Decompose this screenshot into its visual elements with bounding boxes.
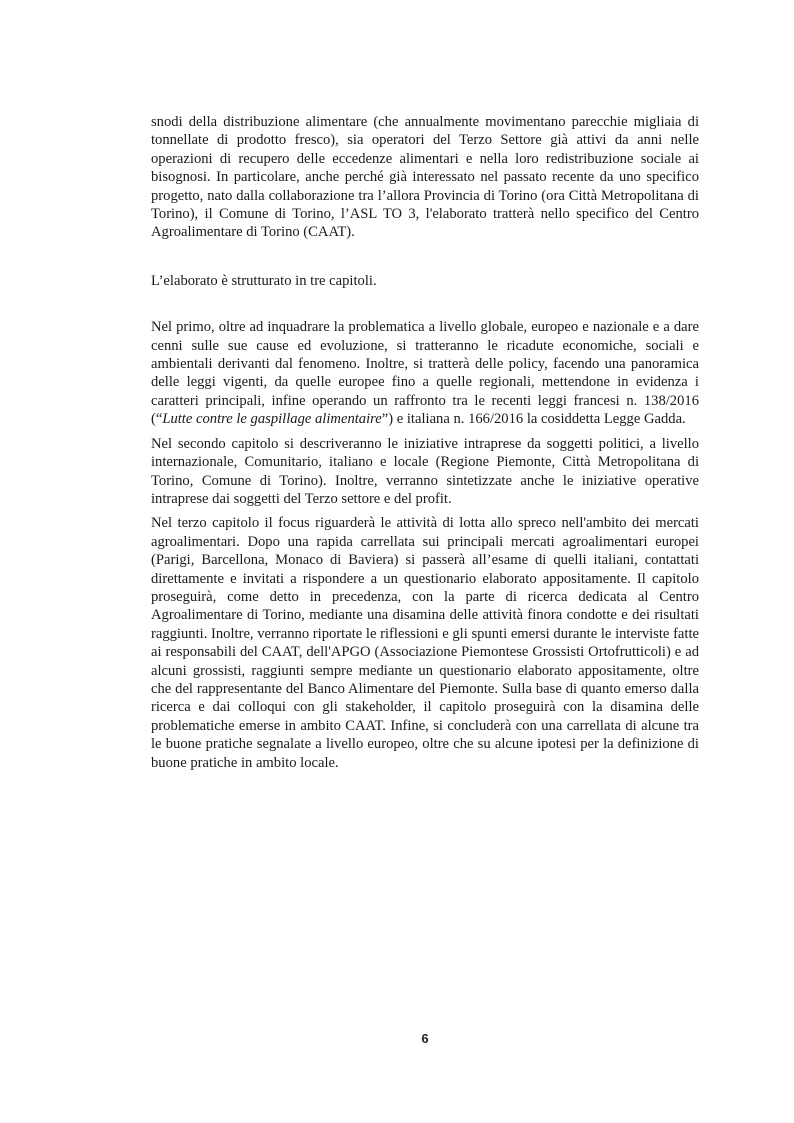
paragraph-chapter-one xyxy=(151,318,699,428)
paragraph-intro-continuation: snodi della distribuzione alimentare (che annualmente movimentano parecchie migliaia di tonnellate di prodotto fresco), sia operatori del Terzo Settore già attivi da anni nelle operazioni di recupero delle eccedenze alimentari e nella loro redistribuzione sociale ai bisognosi. In particolare, anche perché già interessato nel passato recente da uno specifico progetto, nato dalla collaborazione tra l’allora Provincia di Torino (ora Città Metropolitana di Torino), il Comune di Torino, l’ASL TO 3, l'elaborato tratterà nello specifico del Centro Agroalimentare di Torino (CAAT). xyxy=(151,114,699,241)
chapter-one-text-start: Nel primo, oltre ad inquadrare la problematica a livello globale, europeo e nazionale e a dare cenni sulle sue cause ed evoluzione, si tratteranno le ricadute economiche, sociali e ambientali derivanti dal fenomeno. Inoltre, si tratterà delle policy, facendo una panoramica delle leggi vigenti, da quelle europee fino a quelle regionali, mettendone in evidenza i caratteri principali, infine operando un raffronto tra le recenti leggi francesi n. 138/2016 (“ xyxy=(151,319,699,428)
body-text xyxy=(151,113,699,772)
paragraph-structure: L’elaborato è strutturato in tre capitoli. xyxy=(151,272,377,289)
chapter-one-text-end: ”) e italiana n. 166/2016 la cosiddetta Legge Gadda. xyxy=(381,411,686,428)
french-law-title: Lutte contre le gaspillage alimentaire xyxy=(162,411,382,428)
paragraph-chapter-two: Nel secondo capitolo si descriveranno le iniziative intraprese da soggetti politici, a livello internazionale, Comunitario, italiano e locale (Regione Piemonte, Città Metropolitana di Torino, Comune di Torino). Inoltre, verranno sintetizzate anche le iniziative operative intraprese dai soggetti del Terzo settore e del profit. xyxy=(151,435,699,507)
page-number: 6 xyxy=(421,1031,429,1046)
paragraph-chapter-three: Nel terzo capitolo il focus riguarderà le attività di lotta allo spreco nell'ambito dei mercati agroalimentari. Dopo una rapida carrellata sui principali mercati agroalimentari europei (Parigi, Barcellona, Monaco di Baviera) si passerà all’esame di quelli italiani, contattati direttamente e invitati a rispondere a un questionario elaborato appositamente. Il capitolo proseguirà, come detto in precedenza, con la parte di ricerca dedicata al Centro Agroalimentare di Torino, mediante una disamina delle attività finora condotte e dei risultati raggiunti. Inoltre, verranno riportate le riflessioni e gli spunti emersi durante le interviste fatte ai responsabili del CAAT, dell'APGO (Associazione Piemontese Grossisti Ortofrutticoli) e ad alcuni grossisti, raggiunti sempre mediante un questionario elaborato appositamente, oltre che del rappresentante del Banco Alimentare del Piemonte. Sulla base di quanto emerso dalla ricerca e dai colloqui con gli stakeholder, il capitolo proseguirà con la disamina delle problematiche emerse in ambito CAAT. Infine, si concluderà con una carrellata di alcune tra le buone pratiche segnalate a livello europeo, oltre che su alcune ipotesi per la definizione di buone pratiche in ambito locale. xyxy=(151,515,699,771)
